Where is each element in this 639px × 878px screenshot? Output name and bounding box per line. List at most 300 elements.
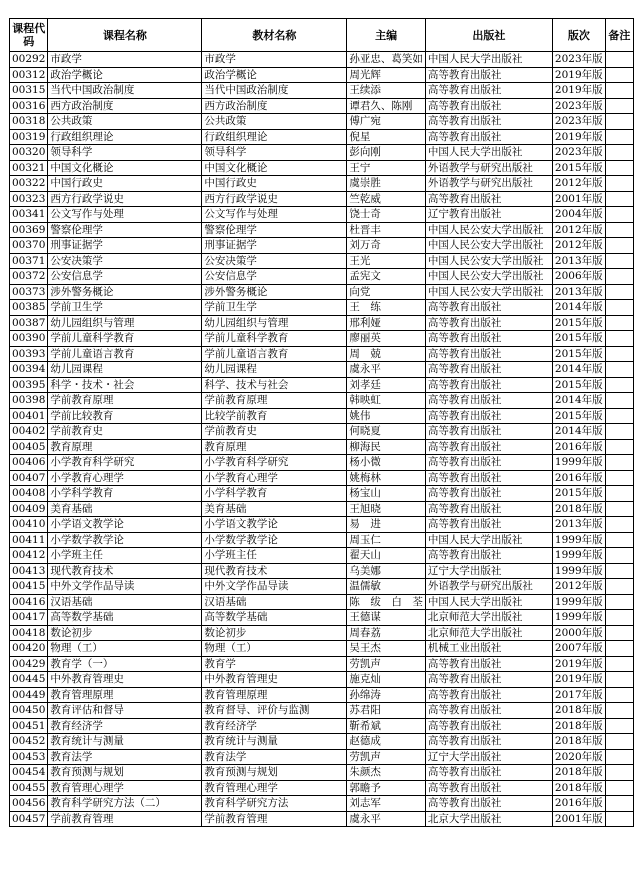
table-header-row	[10, 19, 634, 52]
table-row	[10, 517, 634, 533]
course-code-cell: 00373	[10, 284, 48, 300]
course-code-cell: 00410	[10, 517, 48, 533]
table-row	[10, 160, 634, 176]
publisher-cell: 高等教育出版社	[425, 703, 552, 719]
course-code-cell: 00405	[10, 439, 48, 455]
edition-cell: 2012年版	[552, 579, 605, 595]
editor-cell: 乌美娜	[347, 563, 426, 579]
edition-cell: 2017年版	[552, 687, 605, 703]
textbook-name-cell: 数论初步	[202, 625, 347, 641]
note-cell	[605, 796, 633, 812]
table-row	[10, 424, 634, 440]
table-row	[10, 377, 634, 393]
course-name-cell: 幼儿园组织与管理	[48, 315, 202, 331]
note-cell	[605, 83, 633, 99]
course-code-cell: 00417	[10, 610, 48, 626]
header-textbook-name: 教材名称	[202, 19, 347, 52]
course-name-cell: 幼儿园课程	[48, 362, 202, 378]
textbook-name-cell: 小学数学教学论	[202, 532, 347, 548]
note-cell	[605, 548, 633, 564]
textbook-name-cell: 教育原理	[202, 439, 347, 455]
publisher-cell: 高等教育出版社	[425, 780, 552, 796]
textbook-name-cell: 物理（工）	[202, 641, 347, 657]
note-cell	[605, 284, 633, 300]
textbook-name-cell: 市政学	[202, 52, 347, 68]
note-cell	[605, 393, 633, 409]
table-row	[10, 145, 634, 161]
edition-cell: 2000年版	[552, 625, 605, 641]
course-code-cell: 00318	[10, 114, 48, 130]
textbook-name-cell: 领导科学	[202, 145, 347, 161]
note-cell	[605, 594, 633, 610]
table-row	[10, 176, 634, 192]
table-row	[10, 486, 634, 502]
note-cell	[605, 641, 633, 657]
edition-cell: 1999年版	[552, 594, 605, 610]
note-cell	[605, 749, 633, 765]
course-name-cell: 教育经济学	[48, 718, 202, 734]
table-row	[10, 191, 634, 207]
edition-cell: 2019年版	[552, 656, 605, 672]
course-name-cell: 行政组织理论	[48, 129, 202, 145]
editor-cell: 刘志军	[347, 796, 426, 812]
table-row	[10, 656, 634, 672]
textbook-name-cell: 科学、技术与社会	[202, 377, 347, 393]
course-name-cell: 美育基础	[48, 501, 202, 517]
course-code-cell: 00457	[10, 811, 48, 827]
publisher-cell: 高等教育出版社	[425, 765, 552, 781]
publisher-cell: 北京师范大学出版社	[425, 625, 552, 641]
textbook-name-cell: 中国文化概论	[202, 160, 347, 176]
publisher-cell: 高等教育出版社	[425, 67, 552, 83]
textbook-name-cell: 学前卫生学	[202, 300, 347, 316]
course-code-cell: 00315	[10, 83, 48, 99]
publisher-cell: 高等教育出版社	[425, 672, 552, 688]
note-cell	[605, 765, 633, 781]
edition-cell: 2023年版	[552, 145, 605, 161]
textbook-name-cell: 政治学概论	[202, 67, 347, 83]
publisher-cell: 高等教育出版社	[425, 796, 552, 812]
course-code-cell: 00321	[10, 160, 48, 176]
note-cell	[605, 52, 633, 68]
table-row	[10, 98, 634, 114]
edition-cell: 2015年版	[552, 346, 605, 362]
course-name-cell: 物理（工）	[48, 641, 202, 657]
note-cell	[605, 315, 633, 331]
course-code-cell: 00393	[10, 346, 48, 362]
edition-cell: 2018年版	[552, 734, 605, 750]
course-name-cell: 西方行政学说史	[48, 191, 202, 207]
edition-cell: 2018年版	[552, 765, 605, 781]
header-course-code: 课程代码	[10, 19, 48, 52]
editor-cell: 劳凯声	[347, 749, 426, 765]
editor-cell: 周玉仁	[347, 532, 426, 548]
editor-cell: 王德谋	[347, 610, 426, 626]
editor-cell: 竺乾威	[347, 191, 426, 207]
course-name-cell: 教育原理	[48, 439, 202, 455]
course-code-cell: 00369	[10, 222, 48, 238]
textbook-name-cell: 汉语基础	[202, 594, 347, 610]
publisher-cell: 机械工业出版社	[425, 641, 552, 657]
textbook-table-sheet	[9, 18, 634, 827]
textbook-name-cell: 公安信息学	[202, 269, 347, 285]
publisher-cell: 高等教育出版社	[425, 300, 552, 316]
course-code-cell: 00445	[10, 672, 48, 688]
course-name-cell: 教育管理原理	[48, 687, 202, 703]
table-row	[10, 594, 634, 610]
publisher-cell: 高等教育出版社	[425, 656, 552, 672]
course-name-cell: 教育预测与规划	[48, 765, 202, 781]
course-name-cell: 涉外警务概论	[48, 284, 202, 300]
edition-cell: 1999年版	[552, 610, 605, 626]
textbook-name-cell: 西方行政学说史	[202, 191, 347, 207]
note-cell	[605, 501, 633, 517]
course-name-cell: 现代教育技术	[48, 563, 202, 579]
course-name-cell: 市政学	[48, 52, 202, 68]
note-cell	[605, 532, 633, 548]
note-cell	[605, 718, 633, 734]
publisher-cell: 高等教育出版社	[425, 548, 552, 564]
editor-cell: 王旭晓	[347, 501, 426, 517]
publisher-cell: 北京师范大学出版社	[425, 610, 552, 626]
publisher-cell: 外语教学与研究出版社	[425, 579, 552, 595]
note-cell	[605, 424, 633, 440]
note-cell	[605, 780, 633, 796]
table-row	[10, 532, 634, 548]
textbook-name-cell: 西方政治制度	[202, 98, 347, 114]
note-cell	[605, 191, 633, 207]
textbook-name-cell: 学前教育原理	[202, 393, 347, 409]
edition-cell: 2014年版	[552, 424, 605, 440]
editor-cell: 孙亚忠、葛笑如	[347, 52, 426, 68]
textbook-name-cell: 公共政策	[202, 114, 347, 130]
header-publisher: 出版社	[425, 19, 552, 52]
table-row	[10, 687, 634, 703]
table-row	[10, 408, 634, 424]
edition-cell: 2019年版	[552, 83, 605, 99]
publisher-cell: 高等教育出版社	[425, 687, 552, 703]
textbook-name-cell: 当代中国政治制度	[202, 83, 347, 99]
textbook-name-cell: 学前教育史	[202, 424, 347, 440]
editor-cell: 向党	[347, 284, 426, 300]
publisher-cell: 高等教育出版社	[425, 377, 552, 393]
note-cell	[605, 408, 633, 424]
course-name-cell: 学前教育史	[48, 424, 202, 440]
textbook-name-cell: 公安决策学	[202, 253, 347, 269]
editor-cell: 廖丽英	[347, 331, 426, 347]
edition-cell: 2018年版	[552, 703, 605, 719]
note-cell	[605, 455, 633, 471]
table-row	[10, 207, 634, 223]
publisher-cell: 高等教育出版社	[425, 83, 552, 99]
publisher-cell: 高等教育出版社	[425, 346, 552, 362]
course-name-cell: 学前儿童语言教育	[48, 346, 202, 362]
editor-cell: 虞永平	[347, 811, 426, 827]
textbook-name-cell: 小学科学教育	[202, 486, 347, 502]
course-name-cell: 中外文学作品导读	[48, 579, 202, 595]
textbook-name-cell: 教育经济学	[202, 718, 347, 734]
course-code-cell: 00453	[10, 749, 48, 765]
table-row	[10, 222, 634, 238]
course-code-cell: 00390	[10, 331, 48, 347]
editor-cell: 彭向刚	[347, 145, 426, 161]
publisher-cell: 高等教育出版社	[425, 718, 552, 734]
textbook-name-cell: 警察伦理学	[202, 222, 347, 238]
edition-cell: 1999年版	[552, 563, 605, 579]
edition-cell: 2015年版	[552, 408, 605, 424]
course-name-cell: 教育学（一）	[48, 656, 202, 672]
edition-cell: 2019年版	[552, 67, 605, 83]
editor-cell: 孙绵涛	[347, 687, 426, 703]
editor-cell: 施克灿	[347, 672, 426, 688]
editor-cell: 周光辉	[347, 67, 426, 83]
course-code-cell: 00451	[10, 718, 48, 734]
course-code-cell: 00395	[10, 377, 48, 393]
course-code-cell: 00415	[10, 579, 48, 595]
note-cell	[605, 579, 633, 595]
edition-cell: 2012年版	[552, 238, 605, 254]
table-row	[10, 114, 634, 130]
edition-cell: 2004年版	[552, 207, 605, 223]
note-cell	[605, 114, 633, 130]
course-code-cell: 00409	[10, 501, 48, 517]
note-cell	[605, 362, 633, 378]
publisher-cell: 高等教育出版社	[425, 501, 552, 517]
table-row	[10, 703, 634, 719]
edition-cell: 2018年版	[552, 780, 605, 796]
course-name-cell: 中外教育管理史	[48, 672, 202, 688]
course-code-cell: 00385	[10, 300, 48, 316]
editor-cell: 吴王杰	[347, 641, 426, 657]
textbook-name-cell: 小学教育心理学	[202, 470, 347, 486]
course-code-cell: 00401	[10, 408, 48, 424]
edition-cell: 1999年版	[552, 455, 605, 471]
table-row	[10, 455, 634, 471]
editor-cell: 杨宝山	[347, 486, 426, 502]
course-name-cell: 小学数学教学论	[48, 532, 202, 548]
note-cell	[605, 672, 633, 688]
editor-cell: 易 进	[347, 517, 426, 533]
course-code-cell: 00412	[10, 548, 48, 564]
course-code-cell: 00413	[10, 563, 48, 579]
course-code-cell: 00420	[10, 641, 48, 657]
table-row	[10, 749, 634, 765]
textbook-name-cell: 幼儿园课程	[202, 362, 347, 378]
publisher-cell: 中国人民大学出版社	[425, 52, 552, 68]
table-row	[10, 52, 634, 68]
edition-cell: 2015年版	[552, 331, 605, 347]
course-code-cell: 00429	[10, 656, 48, 672]
course-code-cell: 00452	[10, 734, 48, 750]
note-cell	[605, 486, 633, 502]
course-name-cell: 中国行政史	[48, 176, 202, 192]
course-name-cell: 小学科学教育	[48, 486, 202, 502]
textbook-name-cell: 中国行政史	[202, 176, 347, 192]
editor-cell: 赵德成	[347, 734, 426, 750]
publisher-cell: 高等教育出版社	[425, 331, 552, 347]
note-cell	[605, 517, 633, 533]
course-name-cell: 当代中国政治制度	[48, 83, 202, 99]
note-cell	[605, 811, 633, 827]
table-row	[10, 579, 634, 595]
course-name-cell: 高等数学基础	[48, 610, 202, 626]
note-cell	[605, 145, 633, 161]
course-code-cell: 00402	[10, 424, 48, 440]
course-code-cell: 00371	[10, 253, 48, 269]
edition-cell: 2016年版	[552, 439, 605, 455]
publisher-cell: 高等教育出版社	[425, 734, 552, 750]
table-row	[10, 129, 634, 145]
editor-cell: 傅广宛	[347, 114, 426, 130]
edition-cell: 2018年版	[552, 718, 605, 734]
course-name-cell: 汉语基础	[48, 594, 202, 610]
edition-cell: 2012年版	[552, 222, 605, 238]
textbook-name-cell: 教育学	[202, 656, 347, 672]
table-row	[10, 501, 634, 517]
course-name-cell: 小学教育科学研究	[48, 455, 202, 471]
publisher-cell: 中国人民公安大学出版社	[425, 284, 552, 300]
header-note: 备注	[605, 19, 633, 52]
edition-cell: 2015年版	[552, 315, 605, 331]
editor-cell: 王光	[347, 253, 426, 269]
table-row	[10, 346, 634, 362]
editor-cell: 郭瞻予	[347, 780, 426, 796]
course-name-cell: 学前比较教育	[48, 408, 202, 424]
table-row	[10, 284, 634, 300]
course-code-cell: 00316	[10, 98, 48, 114]
publisher-cell: 高等教育出版社	[425, 98, 552, 114]
edition-cell: 2015年版	[552, 486, 605, 502]
note-cell	[605, 703, 633, 719]
publisher-cell: 高等教育出版社	[425, 455, 552, 471]
textbook-name-cell: 教育法学	[202, 749, 347, 765]
course-code-cell: 00394	[10, 362, 48, 378]
note-cell	[605, 238, 633, 254]
edition-cell: 2023年版	[552, 52, 605, 68]
edition-cell: 2020年版	[552, 749, 605, 765]
note-cell	[605, 129, 633, 145]
textbook-name-cell: 教育管理原理	[202, 687, 347, 703]
table-row	[10, 610, 634, 626]
editor-cell: 刘万奇	[347, 238, 426, 254]
publisher-cell: 中国人民大学出版社	[425, 532, 552, 548]
table-row	[10, 315, 634, 331]
editor-cell: 靳希斌	[347, 718, 426, 734]
table-row	[10, 439, 634, 455]
course-name-cell: 教育科学研究方法（二）	[48, 796, 202, 812]
table-row	[10, 253, 634, 269]
editor-cell: 劳凯声	[347, 656, 426, 672]
publisher-cell: 中国人民公安大学出版社	[425, 238, 552, 254]
course-name-cell: 小学教育心理学	[48, 470, 202, 486]
editor-cell: 饶士奇	[347, 207, 426, 223]
editor-cell: 苏君阳	[347, 703, 426, 719]
edition-cell: 2019年版	[552, 672, 605, 688]
table-row	[10, 641, 634, 657]
textbook-name-cell: 学前儿童语言教育	[202, 346, 347, 362]
table-row	[10, 734, 634, 750]
course-code-cell: 00292	[10, 52, 48, 68]
table-row	[10, 238, 634, 254]
edition-cell: 2014年版	[552, 300, 605, 316]
header-edition: 版次	[552, 19, 605, 52]
table-row	[10, 563, 634, 579]
publisher-cell: 中国人民公安大学出版社	[425, 222, 552, 238]
course-name-cell: 教育评估和督导	[48, 703, 202, 719]
header-editor: 主编	[347, 19, 426, 52]
textbook-name-cell: 教育统计与测量	[202, 734, 347, 750]
course-name-cell: 领导科学	[48, 145, 202, 161]
course-code-cell: 00319	[10, 129, 48, 145]
textbook-name-cell: 幼儿园组织与管理	[202, 315, 347, 331]
course-code-cell: 00398	[10, 393, 48, 409]
note-cell	[605, 687, 633, 703]
note-cell	[605, 470, 633, 486]
editor-cell: 倪星	[347, 129, 426, 145]
course-code-cell: 00418	[10, 625, 48, 641]
course-code-cell: 00407	[10, 470, 48, 486]
publisher-cell: 辽宁大学出版社	[425, 749, 552, 765]
course-name-cell: 公安信息学	[48, 269, 202, 285]
textbook-name-cell: 比较学前教育	[202, 408, 347, 424]
textbook-name-cell: 公文写作与处理	[202, 207, 347, 223]
course-name-cell: 学前卫生学	[48, 300, 202, 316]
edition-cell: 2001年版	[552, 811, 605, 827]
editor-cell: 谭君久、陈刚	[347, 98, 426, 114]
edition-cell: 2023年版	[552, 98, 605, 114]
editor-cell: 刘孝廷	[347, 377, 426, 393]
course-code-cell: 00323	[10, 191, 48, 207]
textbook-name-cell: 美育基础	[202, 501, 347, 517]
note-cell	[605, 67, 633, 83]
textbook-name-cell: 刑事证据学	[202, 238, 347, 254]
edition-cell: 2001年版	[552, 191, 605, 207]
note-cell	[605, 300, 633, 316]
editor-cell: 孟宪文	[347, 269, 426, 285]
note-cell	[605, 346, 633, 362]
course-name-cell: 公文写作与处理	[48, 207, 202, 223]
course-code-cell: 00322	[10, 176, 48, 192]
publisher-cell: 辽宁教育出版社	[425, 207, 552, 223]
table-row	[10, 67, 634, 83]
publisher-cell: 外语教学与研究出版社	[425, 160, 552, 176]
publisher-cell: 中国人民大学出版社	[425, 145, 552, 161]
textbook-name-cell: 教育预测与规划	[202, 765, 347, 781]
note-cell	[605, 98, 633, 114]
course-name-cell: 教育法学	[48, 749, 202, 765]
course-name-cell: 学前教育管理	[48, 811, 202, 827]
table-row	[10, 470, 634, 486]
editor-cell: 邢利娅	[347, 315, 426, 331]
publisher-cell: 高等教育出版社	[425, 470, 552, 486]
editor-cell: 杜晋丰	[347, 222, 426, 238]
publisher-cell: 高等教育出版社	[425, 439, 552, 455]
note-cell	[605, 331, 633, 347]
editor-cell: 虞永平	[347, 362, 426, 378]
edition-cell: 2013年版	[552, 253, 605, 269]
course-code-cell: 00454	[10, 765, 48, 781]
header-course-name: 课程名称	[48, 19, 202, 52]
course-code-cell: 00406	[10, 455, 48, 471]
publisher-cell: 中国人民公安大学出版社	[425, 253, 552, 269]
table-row	[10, 765, 634, 781]
textbook-name-cell: 中外教育管理史	[202, 672, 347, 688]
editor-cell: 王 练	[347, 300, 426, 316]
edition-cell: 2007年版	[552, 641, 605, 657]
course-name-cell: 小学语文教学论	[48, 517, 202, 533]
textbook-name-cell: 小学语文教学论	[202, 517, 347, 533]
course-code-cell: 00411	[10, 532, 48, 548]
